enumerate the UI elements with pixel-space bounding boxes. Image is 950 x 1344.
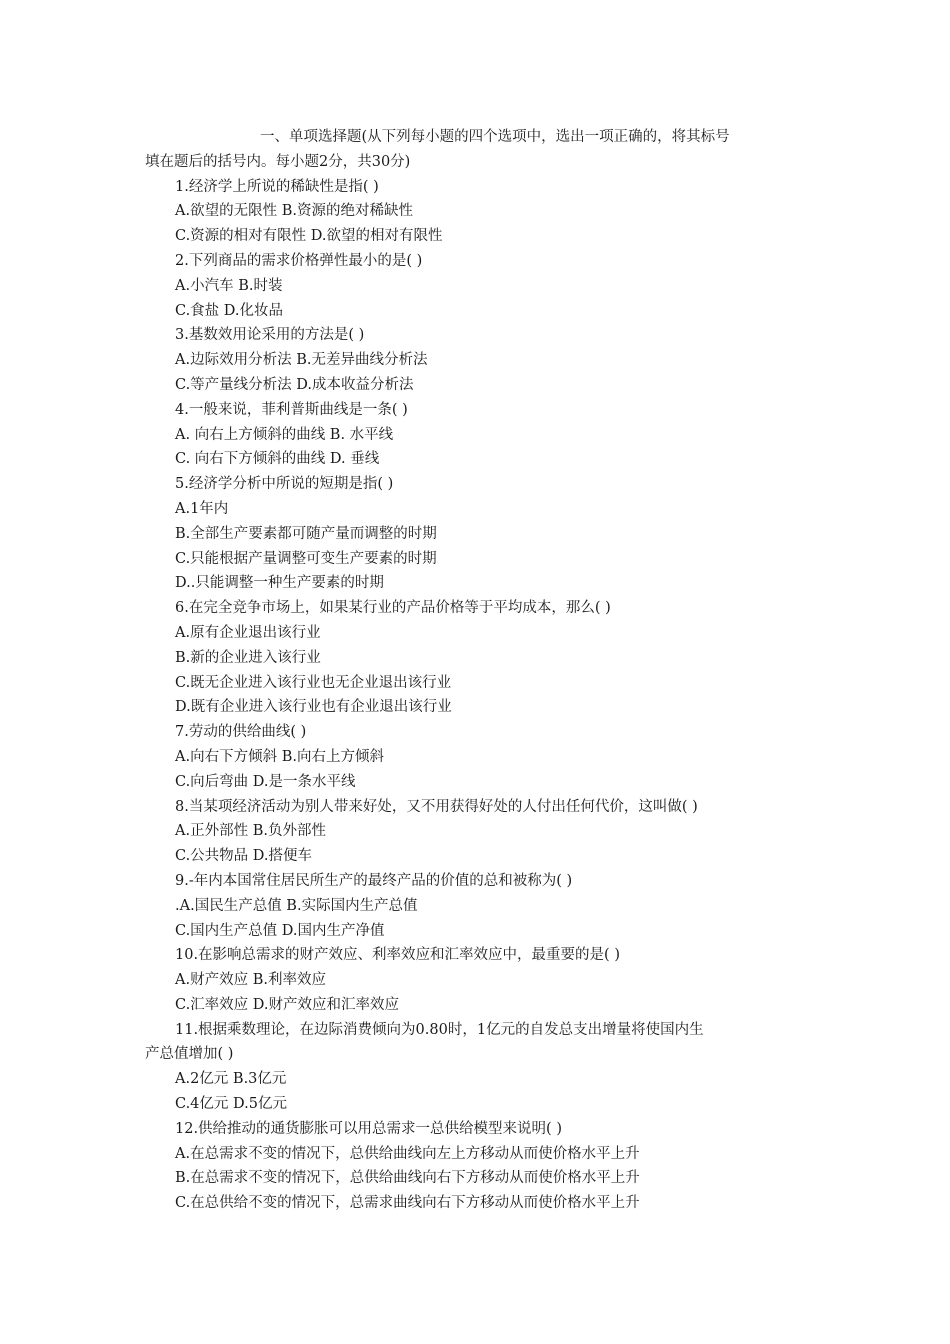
question-9-options-cd: C.国内生产总值 D.国内生产净值 bbox=[175, 922, 385, 939]
question-3-options-cd: C.等产量线分析法 D.成本收益分析法 bbox=[175, 376, 414, 393]
question-3: 3.基数效用论采用的方法是( ) bbox=[175, 327, 365, 344]
question-12: 12.供给推动的通货膨胀可以用总需求一总供给模型来说明( ) bbox=[175, 1120, 562, 1137]
question-10: 10.在影响总需求的财产效应、利率效应和汇率效应中，最重要的是( ) bbox=[175, 947, 620, 964]
question-6: 6.在完全竞争市场上，如果某行业的产品价格等于平均成本，那么( ) bbox=[175, 600, 611, 617]
question-7-options-ab: A.向右下方倾斜 B.向右上方倾斜 bbox=[175, 748, 384, 765]
question-6-option-d: D.既有企业进入该行业也有企业退出该行业 bbox=[175, 699, 452, 716]
question-10-options-cd: C.汇率效应 D.财产效应和汇率效应 bbox=[175, 996, 400, 1013]
question-9-options-ab: .A.国民生产总值 B.实际国内生产总值 bbox=[175, 897, 418, 914]
question-5-option-d: D..只能调整一种生产要素的时期 bbox=[175, 575, 384, 592]
question-11-continued: 产总值增加( ) bbox=[145, 1046, 234, 1063]
question-11-options-ab: A.2亿元 B.3亿元 bbox=[175, 1071, 287, 1088]
question-11-options-cd: C.4亿元 D.5亿元 bbox=[175, 1096, 287, 1113]
question-5-option-c: C.只能根据产量调整可变生产要素的时期 bbox=[175, 550, 437, 567]
section-heading: 一、单项选择题(从下列每小题的四个选项中，选出一项正确的，将其标号 bbox=[260, 129, 730, 145]
question-2: 2.下列商品的需求价格弹性最小的是( ) bbox=[175, 252, 423, 269]
exam-text bbox=[145, 125, 810, 1216]
question-2-options-cd: C.食盐 D.化妆品 bbox=[175, 302, 284, 319]
question-5-option-a: A.1年内 bbox=[175, 500, 229, 517]
question-5-option-b: B.全部生产要素都可随产量而调整的时期 bbox=[175, 525, 437, 542]
question-6-option-c: C.既无企业进入该行业也无企业退出该行业 bbox=[175, 674, 452, 691]
question-9: 9.-年内本国常住居民所生产的最终产品的价值的总和被称为( ) bbox=[175, 872, 573, 889]
question-8-options-ab: A.正外部性 B.负外部性 bbox=[175, 823, 326, 840]
question-6-option-b: B.新的企业进入该行业 bbox=[175, 649, 321, 666]
question-12-option-b: B.在总需求不变的情况下，总供给曲线向右下方移动从而使价格水平上升 bbox=[175, 1170, 640, 1187]
question-7-options-cd: C.向后弯曲 D.是一条水平线 bbox=[175, 773, 356, 790]
question-8: 8.当某项经济活动为别人带来好处，又不用获得好处的人付出任何代价，这叫做( ) bbox=[175, 798, 698, 815]
question-6-option-a: A.原有企业退出该行业 bbox=[175, 624, 321, 641]
question-4-options-ab: A. 向右上方倾斜的曲线 B. 水平线 bbox=[175, 426, 394, 443]
question-8-options-cd: C.公共物品 D.搭便车 bbox=[175, 848, 313, 865]
question-1-options-ab: A.欲望的无限性 B.资源的绝对稀缺性 bbox=[175, 203, 413, 220]
question-7: 7.劳动的供给曲线( ) bbox=[175, 724, 307, 741]
question-10-options-ab: A.财产效应 B.利率效应 bbox=[175, 972, 326, 989]
question-11: 11.根据乘数理论，在边际消费倾向为0.80时，1亿元的自发总支出增量将使国内生 bbox=[175, 1021, 704, 1038]
question-12-option-a: A.在总需求不变的情况下，总供给曲线向左上方移动从而使价格水平上升 bbox=[175, 1145, 640, 1162]
question-12-option-c: C.在总供给不变的情况下，总需求曲线向右下方移动从而使价格水平上升 bbox=[175, 1195, 640, 1212]
question-5: 5.经济学分析中所说的短期是指( ) bbox=[175, 476, 394, 493]
question-1: 1.经济学上所说的稀缺性是指( ) bbox=[175, 178, 379, 195]
section-heading-continued: 填在题后的括号内。每小题2分，共30分) bbox=[145, 153, 411, 170]
question-2-options-ab: A.小汽车 B.时装 bbox=[175, 277, 283, 294]
question-4-options-cd: C. 向右下方倾斜的曲线 D. 垂线 bbox=[175, 451, 380, 468]
question-1-options-cd: C.资源的相对有限性 D.欲望的相对有限性 bbox=[175, 228, 443, 245]
question-4: 4.一般来说，菲利普斯曲线是一条( ) bbox=[175, 401, 408, 418]
question-3-options-ab: A.边际效用分析法 B.无差异曲线分析法 bbox=[175, 352, 428, 369]
